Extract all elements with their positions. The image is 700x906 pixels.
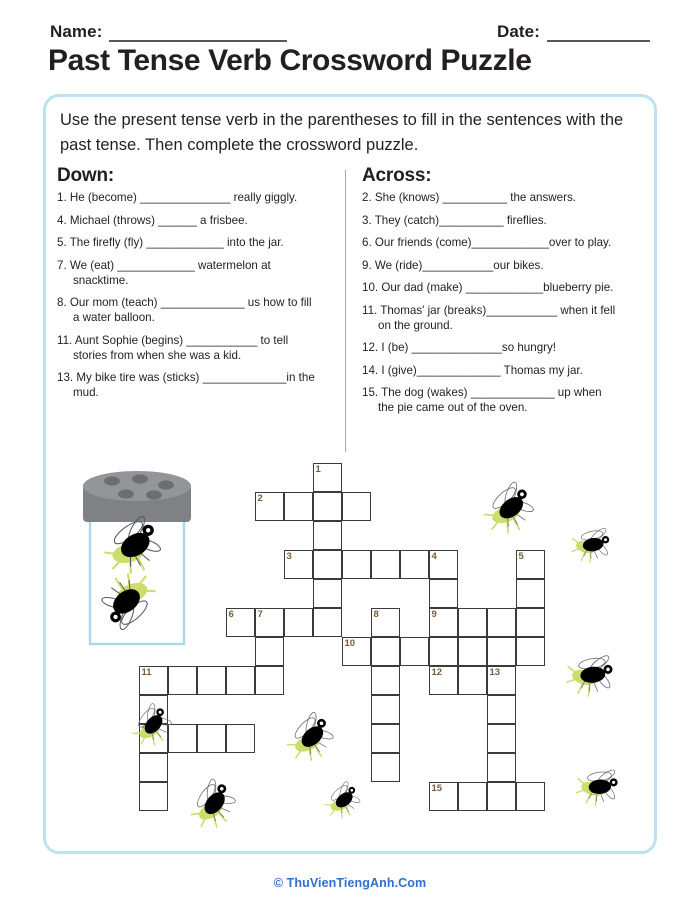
- firefly-icon: [185, 775, 243, 833]
- across-clue-3: [362, 213, 650, 228]
- firefly-icon: [283, 708, 341, 766]
- cell-number: 8: [373, 609, 379, 620]
- instructions-text: Use the present tense verb in the parentheses to fill in the sentences with the past tense. Then complete the crossword puzzle.: [60, 111, 624, 154]
- cell-number: 6: [228, 609, 234, 620]
- clue-number: 9.: [362, 258, 375, 272]
- clue-number: 15.: [362, 386, 382, 399]
- down-clue-13: [57, 370, 342, 400]
- name-label: Name:: [50, 22, 103, 41]
- page-title: Past Tense Verb Crossword Puzzle: [48, 44, 532, 77]
- across-clue-12: [362, 340, 650, 355]
- cell-number: 4: [431, 551, 437, 562]
- clue-number: 2.: [362, 191, 375, 204]
- clue-text: She (knows) __________ the answers.: [374, 191, 576, 204]
- clue-text: My bike tire was (sticks) _____________in the: [76, 371, 315, 384]
- cell-number: 1: [315, 464, 321, 475]
- clue-number: 14.: [362, 363, 382, 377]
- clue-text: Michael (throws) ______ a frisbee.: [69, 213, 248, 227]
- cell-number: 2: [257, 493, 263, 504]
- across-clue-10: [362, 280, 650, 295]
- clue-number: 11.: [57, 333, 75, 347]
- clue-column-divider: [345, 170, 346, 452]
- clue-text-continued: stories from when she was a kid.: [73, 348, 242, 362]
- firefly-icon: [570, 520, 618, 568]
- clue-number: 6.: [362, 236, 375, 249]
- clue-text: I (be) ______________so hungry!: [381, 341, 557, 354]
- clue-number: 5.: [57, 236, 70, 249]
- firefly-icon: [322, 778, 366, 822]
- clue-text: Our friends (come)____________over to play.: [374, 236, 612, 249]
- cell-number: 3: [286, 551, 292, 562]
- down-heading: Down:: [57, 165, 115, 186]
- cell-number: 12: [431, 667, 443, 678]
- firefly-icon: [565, 645, 623, 703]
- clue-text: Our dad (make) ____________blueberry pie.: [381, 281, 614, 294]
- clue-number: 13.: [57, 371, 77, 384]
- clue-number: 12.: [362, 341, 382, 354]
- across-clue-15: [362, 385, 650, 415]
- clue-text-continued: snacktime.: [73, 273, 129, 287]
- date-write-line[interactable]: [547, 25, 650, 42]
- clue-number: 11.: [362, 303, 381, 317]
- clue-number: 7.: [57, 258, 70, 272]
- across-heading: Across:: [362, 165, 432, 186]
- clue-text: We (eat) ____________ watermelon at: [69, 258, 271, 272]
- cell-number: 10: [344, 638, 356, 649]
- name-date-row: [50, 14, 650, 42]
- firefly-icon: [480, 477, 542, 539]
- across-clue-14: [362, 363, 650, 378]
- clue-text: Thomas' jar (breaks)___________ when it fell: [380, 303, 616, 317]
- clue-text: I (give)_____________ Thomas my jar.: [381, 363, 583, 377]
- down-clues-column: [57, 165, 342, 408]
- cell-number: 9: [431, 609, 437, 620]
- across-clue-11: [362, 303, 650, 333]
- cell-number: 7: [257, 609, 263, 620]
- down-clue-list: [57, 190, 342, 400]
- clue-text-continued: a water balloon.: [73, 311, 155, 324]
- cell-number: 5: [518, 551, 524, 562]
- across-clue-2: [362, 190, 650, 205]
- clue-text: The dog (wakes) _____________ up when: [381, 386, 602, 399]
- down-clue-4: [57, 213, 342, 228]
- clue-number: 4.: [57, 213, 70, 227]
- across-clue-6: [362, 235, 650, 250]
- cell-number: 11: [141, 667, 152, 678]
- down-clue-11: [57, 333, 342, 363]
- firefly-icon: [575, 760, 627, 812]
- clue-number: 1.: [57, 191, 70, 204]
- name-write-line[interactable]: [109, 25, 287, 42]
- firefly-icon: [128, 700, 178, 750]
- footer-copyright: © ThuVienTiengAnh.Com: [273, 876, 427, 890]
- down-clue-8: [57, 295, 342, 325]
- clue-number: 8.: [57, 296, 70, 309]
- clue-text: He (become) ______________ really giggly.: [69, 191, 298, 204]
- down-clue-5: [57, 235, 342, 250]
- date-label: Date:: [496, 22, 540, 41]
- clue-text: We (ride)___________our bikes.: [374, 258, 544, 272]
- clue-number: 10.: [362, 281, 382, 294]
- clue-text: They (catch)__________ fireflies.: [374, 213, 547, 227]
- clue-text: The firefly (fly) ____________ into the jar.: [69, 236, 284, 249]
- clue-text-continued: mud.: [73, 386, 99, 399]
- clue-number: 3.: [362, 213, 375, 227]
- across-clues-column: [362, 165, 650, 423]
- across-clue-9: [362, 258, 650, 273]
- cell-number: 15: [431, 783, 443, 794]
- clue-text-continued: the pie came out of the oven.: [378, 401, 528, 414]
- clue-text: Aunt Sophie (begins) ___________ to tell: [74, 333, 289, 347]
- across-clue-list: [362, 190, 650, 415]
- cell-number: 13: [489, 667, 501, 678]
- down-clue-1: [57, 190, 342, 205]
- clue-text-continued: on the ground.: [378, 318, 453, 332]
- firefly-jar-illustration: [74, 468, 200, 646]
- clue-text: Our mom (teach) _____________ us how to fill: [69, 296, 312, 309]
- down-clue-7: [57, 258, 342, 288]
